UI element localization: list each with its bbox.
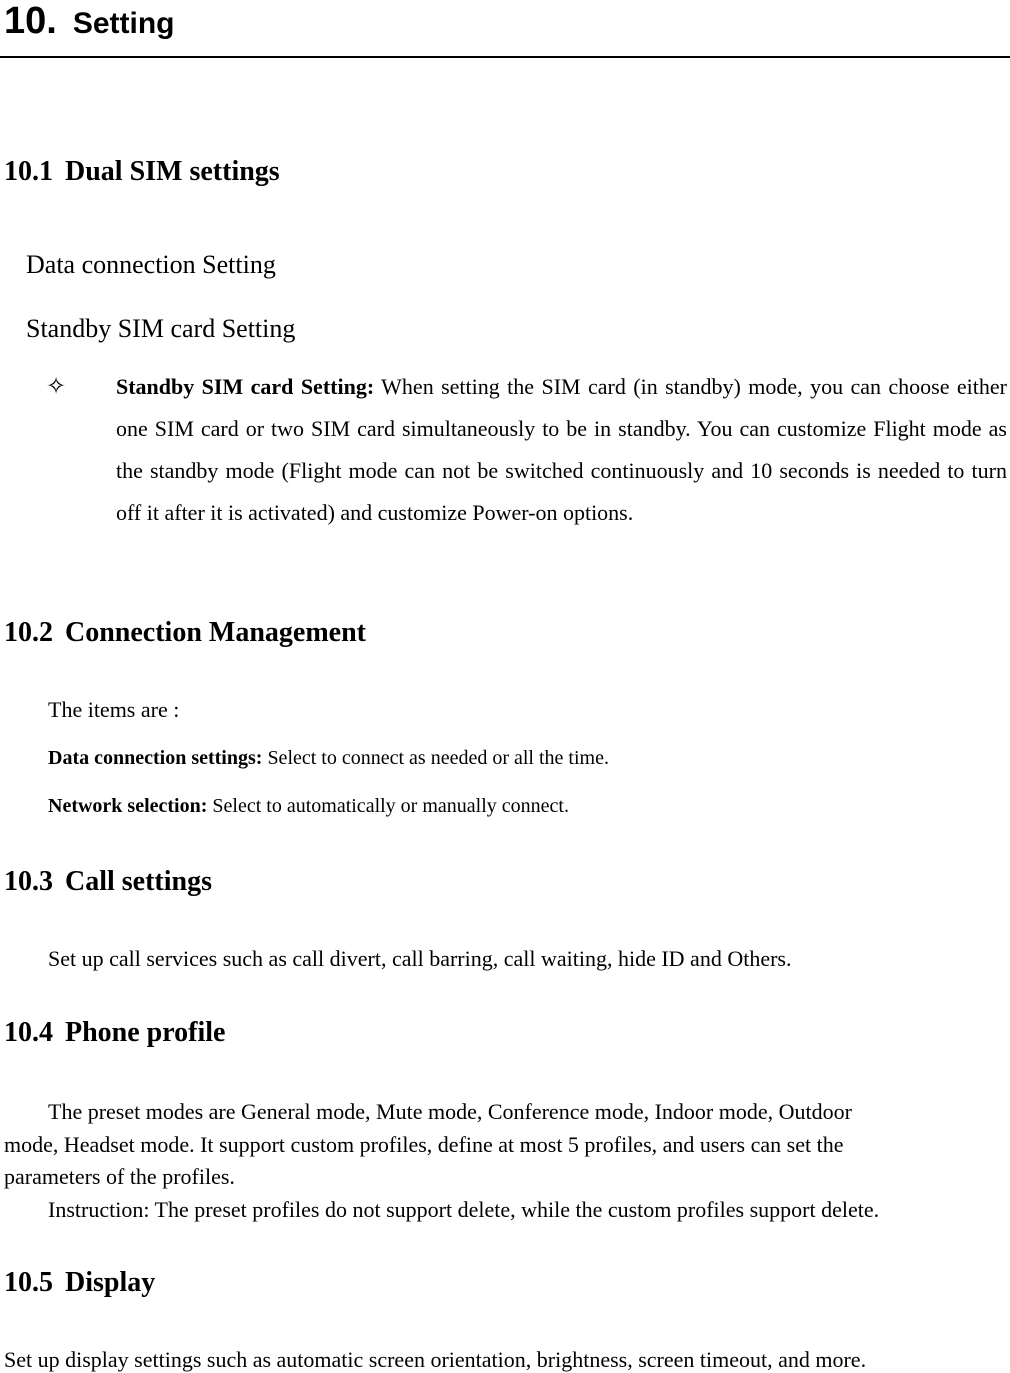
connection-item-data-text: Select to connect as needed or all the time.: [262, 747, 609, 769]
connection-item-network-text: Select to automatically or manually connect.: [207, 795, 569, 817]
phone-profile-line: parameters of the profiles.: [4, 1164, 235, 1189]
section-heading-connection-management: [4, 617, 366, 649]
standby-sim-text: When setting the SIM card (in standby) mode, you can choose either one SIM card or two SIM card simultaneously to be in standby. You can customize Flight mode as the standby mode (Flight mode can not be switched continuously and 10 seconds is needed to turn off it after it is activated) and customize Power-on options.: [116, 374, 1007, 525]
dual-sim-item-data-connection: Data connection Setting: [26, 250, 276, 279]
connection-item-network: [48, 795, 569, 818]
section-heading-call-settings: [4, 866, 212, 898]
section-number: 10.2: [4, 617, 53, 648]
section-number: 10.3: [4, 866, 53, 897]
call-settings-text: Set up call services such as call divert, call barring, call waiting, hide ID and Others.: [48, 946, 792, 971]
section-number: 10.4: [4, 1017, 53, 1048]
diamond-bullet-icon: ✧: [46, 372, 67, 400]
section-number: 10.5: [4, 1267, 53, 1298]
section-title: Call settings: [65, 866, 212, 897]
phone-profile-line: The preset modes are General mode, Mute mode, Conference mode, Indoor mode, Outdoor: [48, 1099, 852, 1124]
connection-item-data: [48, 747, 609, 770]
section-number: 10.1: [4, 156, 53, 187]
connection-item-network-term: Network selection:: [48, 795, 208, 817]
chapter-title-text: Setting: [72, 7, 175, 40]
standby-sim-term: Standby SIM card Setting:: [116, 374, 375, 399]
section-heading-dual-sim: [4, 156, 280, 188]
section-title: Dual SIM settings: [65, 156, 280, 187]
dual-sim-item-standby: Standby SIM card Setting: [26, 314, 296, 343]
chapter-number: 10.: [4, 0, 57, 42]
chapter-title: [4, 0, 175, 43]
chapter-divider: [0, 56, 1010, 58]
connection-item-data-term: Data connection settings:: [48, 747, 263, 769]
section-heading-phone-profile: [4, 1017, 225, 1049]
section-title: Phone profile: [65, 1017, 226, 1048]
phone-profile-line: mode, Headset mode. It support custom profiles, define at most 5 profiles, and users can set the: [4, 1131, 844, 1157]
phone-profile-instruction: Instruction: The preset profiles do not support delete, while the custom profiles support delete.: [48, 1196, 880, 1222]
section-heading-display: [4, 1267, 155, 1299]
connection-intro: The items are :: [48, 697, 180, 722]
standby-sim-paragraph: [116, 366, 1007, 534]
phone-profile-paragraph: [4, 1096, 994, 1226]
section-title: Display: [65, 1267, 156, 1298]
section-title: Connection Management: [65, 617, 366, 648]
display-text: Set up display settings such as automatic screen orientation, brightness, screen timeout, and more.: [4, 1347, 867, 1372]
